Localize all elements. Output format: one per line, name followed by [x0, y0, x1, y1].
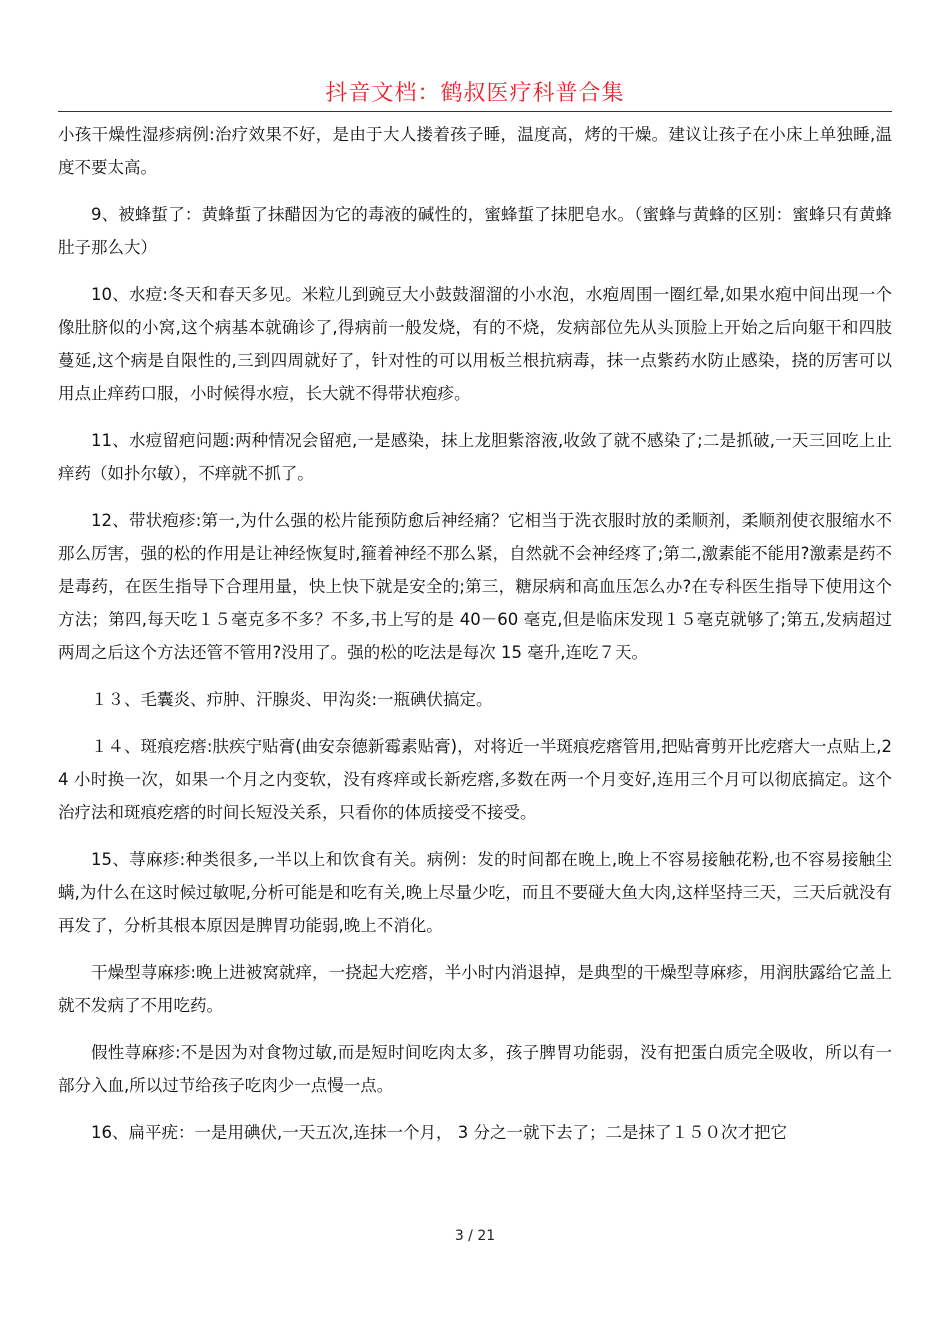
document-body	[58, 118, 892, 1163]
paragraph-dry-urticaria: 干燥型荨麻疹:晚上进被窝就痒，一挠起大疙瘩，半小时内消退掉，是典型的干燥型荨麻疹，用润肤露给它盖上就不发病了不用吃药。	[58, 963, 892, 1015]
paragraph-folliculitis: １３、毛囊炎、疖肿、汗腺炎、甲沟炎:一瓶碘伏搞定。	[91, 690, 493, 709]
header-divider	[58, 111, 892, 112]
paragraph-urticaria: 15、荨麻疹:种类很多,一半以上和饮食有关。病例：发的时间都在晚上,晚上不容易接触花粉,也不容易接触尘螨,为什么在这时候过敏呢,分析可能是和吃有关,晚上尽量少吃，而且不要碰大鱼大肉,这样坚持三天，三天后就没有再发了，分析其根本原因是脾胃功能弱,晚上不消化。	[58, 850, 892, 935]
paragraph-chickenpox: 10、水痘:冬天和春天多见。米粒儿到豌豆大小鼓鼓溜溜的小水泡，水疱周围一圈红晕,如果水疱中间出现一个像肚脐似的小窝,这个病基本就确诊了,得病前一般发烧，有的不烧，发病部位先从头顶脸上开始之后向躯干和四肢蔓延,这个病是自限性的,三到四周就好了，针对性的可以用板兰根抗病毒，抹一点紫药水防止感染，挠的厉害可以用点止痒药口服，小时候得水痘，长大就不得带状疱疹。	[58, 285, 892, 403]
page-number: 3 / 21	[454, 1228, 496, 1244]
paragraph-bee-sting: 9、被蜂蜇了：黄蜂蜇了抹醋因为它的毒液的碱性的，蜜蜂蜇了抹肥皂水。（蜜蜂与黄蜂的区别：蜜蜂只有黄蜂肚子那么大）	[58, 205, 892, 257]
paragraph-shingles: 12、带状疱疹:第一,为什么强的松片能预防愈后神经痛？它相当于洗衣服时放的柔顺剂，柔顺剂使衣服缩水不那么厉害，强的松的作用是让神经恢复时,箍着神经不那么紧，自然就不会神经疼了;第二,激素能不能用?激素是药不是毒药，在医生指导下合理用量，快上快下就是安全的;第三，糖尿病和高血压怎么办?在专科医生指导下使用这个方法；第四,每天吃１５毫克多不多？不多,书上写的是 40－60 毫克,但是临床发现１５毫克就够了;第五,发病超过两周之后这个方法还管不管用?没用了。强的松的吃法是每次 15 毫升,连吃７天。	[58, 511, 892, 662]
paragraph-chickenpox-scar: 11、水痘留疤问题:两种情况会留疤,一是感染，抹上龙胆紫溶液,收敛了就不感染了;二是抓破,一天三回吃上止痒药（如扑尔敏），不痒就不抓了。	[58, 431, 892, 483]
paragraph-flat-wart: 16、扁平疣：一是用碘伏,一天五次,连抹一个月， 3 分之一就下去了；二是抹了１５０次才把它	[91, 1123, 787, 1142]
paragraph-pseudo-urticaria: 假性荨麻疹:不是因为对食物过敏,而是短时间吃肉太多，孩子脾胃功能弱，没有把蛋白质完全吸收，所以有一部分入血,所以过节给孩子吃肉少一点慢一点。	[58, 1043, 892, 1095]
paragraph-eczema-case: 小孩干燥性湿疹病例:治疗效果不好，是由于大人搂着孩子睡，温度高，烤的干燥。建议让孩子在小床上单独睡,温度不要太高。	[58, 125, 892, 177]
document-header-title: 抖音文档：鹤叔医疗科普合集	[325, 81, 625, 106]
paragraph-keloid: １４、斑痕疙瘩:肤疾宁贴膏(曲安奈德新霉素贴膏)，对将近一半斑痕疙瘩管用,把贴膏剪开比疙瘩大一点贴上,24 小时换一次，如果一个月之内变软，没有疼痒或长新疙瘩,多数在两一个月变好,连用三个月可以彻底搞定。这个治疗法和斑痕疙瘩的时间长短没关系，只看你的体质接受不接受。	[58, 737, 892, 822]
